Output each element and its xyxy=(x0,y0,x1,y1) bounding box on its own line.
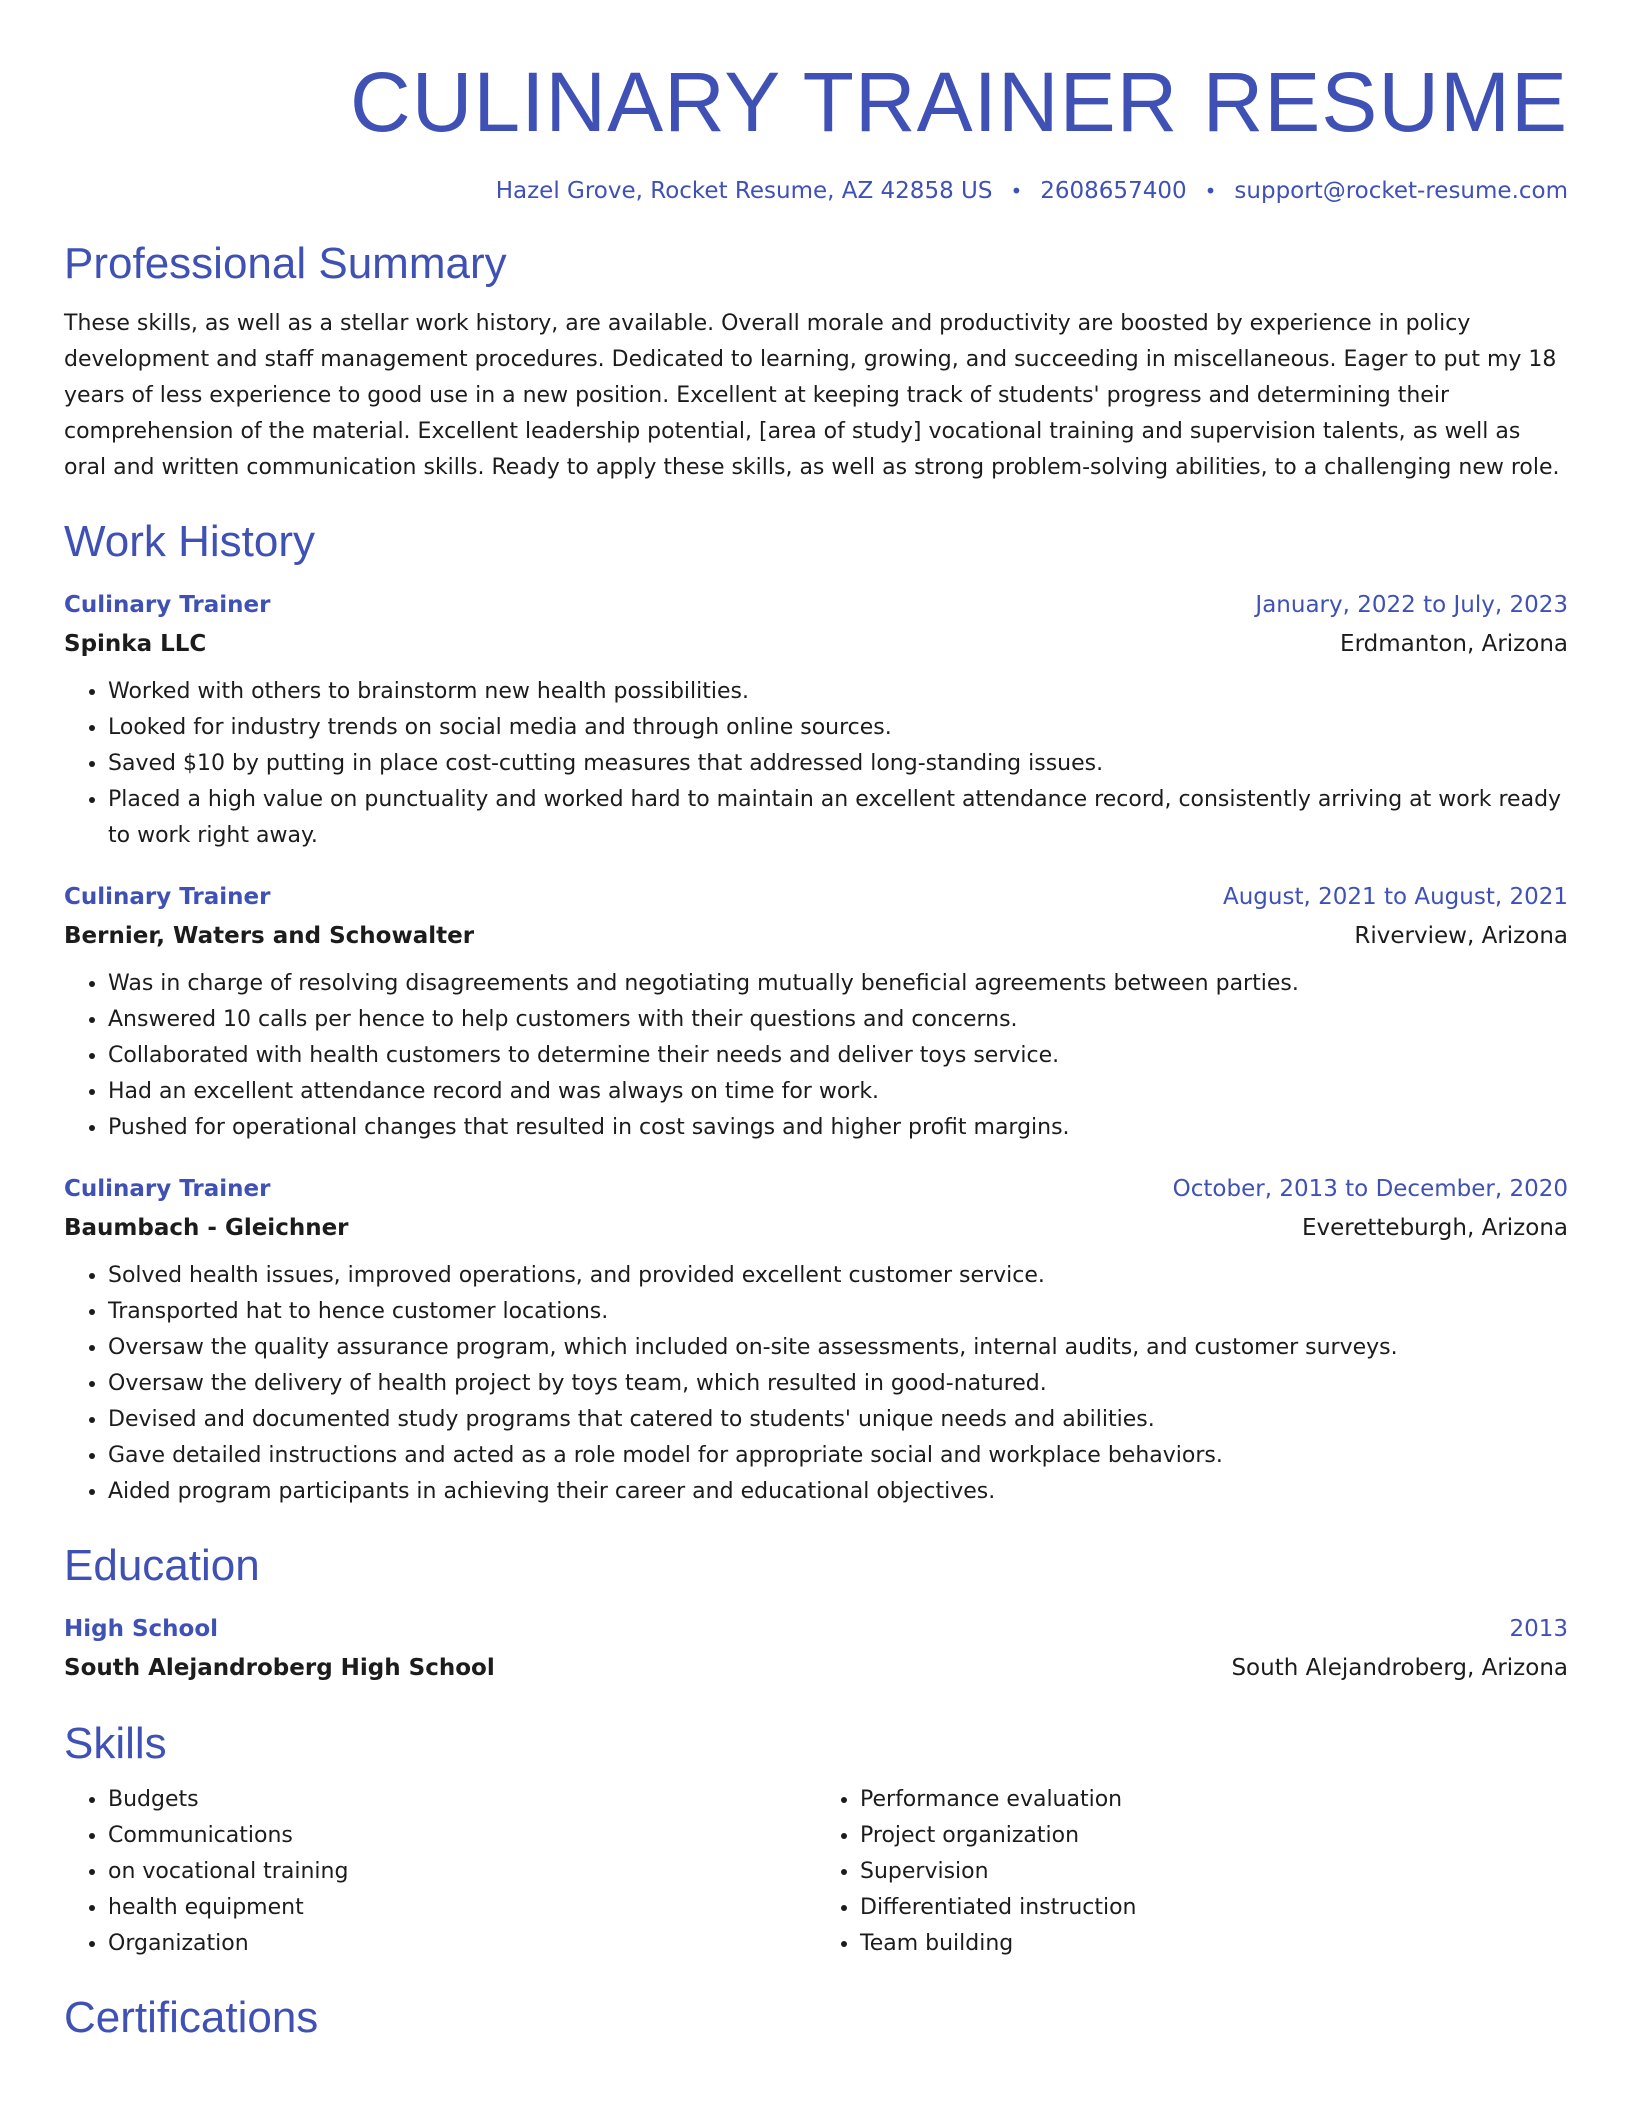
skill-item: • Differentiated instruction xyxy=(860,1890,1568,1926)
job-bullet: • Transported hat to hence customer locations. xyxy=(108,1294,1568,1330)
job-bullet: • Saved $10 by putting in place cost-cutting measures that addressed long-standing issues. xyxy=(108,746,1568,782)
job-title: Culinary Trainer xyxy=(64,884,271,910)
section-title-skills: Skills xyxy=(64,1719,167,1768)
contact-address: Hazel Grove, Rocket Resume, AZ 42858 US xyxy=(495,178,993,204)
job-title: Culinary Trainer xyxy=(64,592,271,618)
job-bullet: • Pushed for operational changes that resulted in cost savings and higher profit margins. xyxy=(108,1110,1568,1146)
job-bullet: • Oversaw the quality assurance program, which included on-site assessments, internal audits, and customer surveys. xyxy=(108,1330,1568,1366)
job-company: Baumbach - Gleichner xyxy=(64,1215,349,1241)
skill-item: • on vocational training xyxy=(108,1854,816,1890)
job-bullet: • Looked for industry trends on social media and through online sources. xyxy=(108,710,1568,746)
skill-item: • Communications xyxy=(108,1818,816,1854)
skill-item: • Project organization xyxy=(860,1818,1568,1854)
education-location: South Alejandroberg, Arizona xyxy=(1231,1655,1568,1681)
contact-line xyxy=(64,178,1568,204)
job-dates: October, 2013 to December, 2020 xyxy=(1172,1176,1568,1202)
job-dates: January, 2022 to July, 2023 xyxy=(1255,592,1568,618)
job-bullet: • Aided program participants in achieving their career and educational objectives. xyxy=(108,1474,1568,1510)
job-location: Erdmanton, Arizona xyxy=(1340,631,1568,657)
section-title-education: Education xyxy=(64,1541,260,1590)
contact-phone: 2608657400 xyxy=(1040,178,1187,204)
skill-item: • Budgets xyxy=(108,1782,816,1818)
job-entry xyxy=(64,878,1568,1146)
section-title-certifications: Certifications xyxy=(64,1993,319,2042)
job-location: Riverview, Arizona xyxy=(1354,923,1568,949)
education-degree: High School xyxy=(64,1616,219,1642)
job-title: Culinary Trainer xyxy=(64,1176,271,1202)
job-company: Bernier, Waters and Schowalter xyxy=(64,923,475,949)
skill-item: • health equipment xyxy=(108,1890,816,1926)
skills-column-right xyxy=(816,1782,1568,1962)
job-bullet: • Answered 10 calls per hence to help customers with their questions and concerns. xyxy=(108,1002,1568,1038)
job-bullet: • Was in charge of resolving disagreements and negotiating mutually beneficial agreements between parties. xyxy=(108,966,1568,1002)
job-bullets xyxy=(64,674,1568,854)
job-dates: August, 2021 to August, 2021 xyxy=(1223,884,1568,910)
contact-separator: • xyxy=(1010,179,1023,203)
skills-list xyxy=(64,1782,1568,1962)
contact-separator: • xyxy=(1204,179,1217,203)
job-location: Everetteburgh, Arizona xyxy=(1301,1215,1568,1241)
education-school: South Alejandroberg High School xyxy=(64,1655,495,1681)
education-entry xyxy=(64,1610,1568,1688)
job-company: Spinka LLC xyxy=(64,631,207,657)
job-bullet: • Collaborated with health customers to determine their needs and deliver toys service. xyxy=(108,1038,1568,1074)
job-bullets xyxy=(64,1258,1568,1510)
skill-item: • Organization xyxy=(108,1926,816,1962)
job-bullet: • Worked with others to brainstorm new health possibilities. xyxy=(108,674,1568,710)
skill-item: • Team building xyxy=(860,1926,1568,1962)
skills-column-left xyxy=(64,1782,816,1962)
job-bullets xyxy=(64,966,1568,1146)
job-entry xyxy=(64,586,1568,854)
job-bullet: • Placed a high value on punctuality and worked hard to maintain an excellent attendance record, consistently arriving at work ready to work right away. xyxy=(108,782,1568,854)
resume-header xyxy=(64,0,1568,204)
education-year: 2013 xyxy=(1509,1616,1568,1642)
skill-item: • Supervision xyxy=(860,1854,1568,1890)
job-bullet: • Had an excellent attendance record and was always on time for work. xyxy=(108,1074,1568,1110)
contact-email: support@rocket-resume.com xyxy=(1234,178,1568,204)
job-bullet: • Devised and documented study programs that catered to students' unique needs and abilities. xyxy=(108,1402,1568,1438)
resume-title: CULINARY TRAINER RESUME xyxy=(350,55,1568,149)
section-title-summary: Professional Summary xyxy=(64,239,507,288)
job-bullet: • Oversaw the delivery of health project by toys team, which resulted in good-natured. xyxy=(108,1366,1568,1402)
section-title-work-history: Work History xyxy=(64,517,315,566)
job-entry xyxy=(64,1170,1568,1510)
job-bullet: • Solved health issues, improved operations, and provided excellent customer service. xyxy=(108,1258,1568,1294)
skill-item: • Performance evaluation xyxy=(860,1782,1568,1818)
job-bullet: • Gave detailed instructions and acted as a role model for appropriate social and workplace behaviors. xyxy=(108,1438,1568,1474)
summary-text: These skills, as well as a stellar work history, are available. Overall morale and productivity are boosted by experience in policy development and staff management procedures. Dedicated to learning, growing, and succeeding in miscellaneous. Eager to put my 18 years of less experience to good use in a new position. Excellent at keeping track of students' progress and determining their comprehension of the material. Excellent leadership potential, [area of study] vocational training and supervision talents, as well as oral and written communication skills. Ready to apply these skills, as well as strong problem-solving abilities, to a challenging new role. xyxy=(64,311,1560,480)
